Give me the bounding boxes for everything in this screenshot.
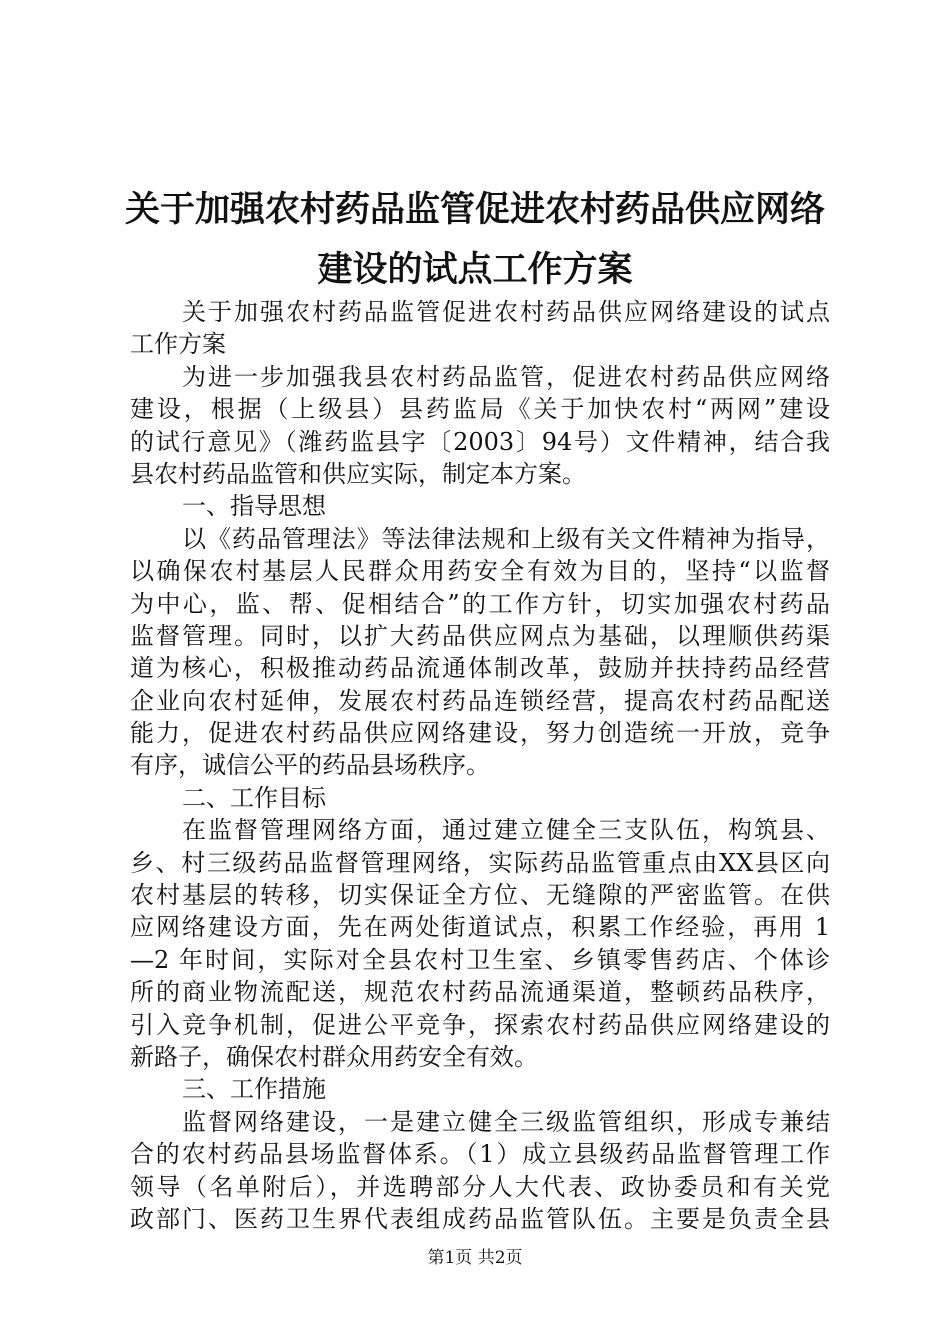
- body-text-line: 能力，促进农村药品供应网络建设，努力创造统一开放，竞争: [130, 719, 830, 748]
- body-text-line: 企业向农村延伸，发展农村药品连锁经营，提高农村药品配送: [130, 686, 830, 715]
- body-text-line: 合的农村药品县场监督体系。（1）成立县级药品监督管理工作: [130, 1140, 830, 1169]
- document-body: [130, 296, 830, 1235]
- body-text-line: 关于加强农村药品监管促进农村药品供应网络建设的试点: [182, 298, 830, 326]
- body-text-line: 新路子，确保农村群众用药安全有效。: [130, 1042, 538, 1071]
- body-text-line: 工作方案: [130, 330, 226, 359]
- body-text-line: 县农村药品监管和供应实际，制定本方案。: [130, 459, 586, 488]
- body-text-line: 为中心，监、帮、促相结合”的工作方针，切实加强农村药品: [130, 589, 830, 618]
- body-text-line: 农村基层的转移，切实保证全方位、无缝隙的严密监管。在供: [130, 881, 830, 910]
- body-text-line: 建设，根据（上级县）县药监局《关于加快农村“两网”建设: [130, 395, 830, 424]
- body-text-line: 一、指导思想: [182, 492, 326, 521]
- body-text-line: 在监督管理网络方面，通过建立健全三支队伍，构筑县、: [182, 816, 830, 845]
- body-text-line: 为进一步加强我县农村药品监管，促进农村药品供应网络: [182, 362, 830, 391]
- body-text-line: —2 年时间，实际对全县农村卫生室、乡镇零售药店、个体诊: [130, 945, 830, 974]
- body-text-line: 的试行意见》（潍药监县字〔2003〕94号）文件精神，结合我: [130, 427, 830, 456]
- page-footer: 第1页 共2页: [427, 1248, 523, 1268]
- body-text-line: 二、工作目标: [182, 783, 326, 812]
- body-text-line: 应网络建设方面，先在两处街道试点，积累工作经验，再用 1: [130, 913, 830, 942]
- body-text-line: 政部门、医药卫生界代表组成药品监管队伍。主要是负责全县: [130, 1204, 830, 1233]
- body-text-line: 有序，诚信公平的药品县场秩序。: [130, 751, 490, 780]
- body-text-line: 以《药品管理法》等法律法规和上级有关文件精神为指导，: [182, 524, 830, 553]
- body-text-line: 三、工作措施: [182, 1075, 326, 1104]
- body-text-line: 领导（名单附后），并选聘部分人大代表、政协委员和有关党: [130, 1172, 830, 1201]
- document-title-line-2: 建设的试点工作方案: [317, 250, 633, 290]
- body-text-line: 监督管理。同时，以扩大药品供应网点为基础，以理顺供药渠: [130, 621, 830, 650]
- body-text-line: 乡、村三级药品监督管理网络，实际药品监管重点由XX县区向: [130, 848, 830, 877]
- body-text-line: 监督网络建设，一是建立健全三级监管组织，形成专兼结: [182, 1107, 830, 1136]
- body-text-line: 道为核心，积极推动药品流通体制改革，鼓励并扶持药品经营: [130, 654, 830, 683]
- body-text-line: 以确保农村基层人民群众用药安全有效为目的，坚持“以监督: [130, 557, 830, 586]
- body-text-line: 所的商业物流配送，规范农村药品流通渠道，整顿药品秩序，: [130, 978, 830, 1007]
- body-text-line: 引入竞争机制，促进公平竞争，探索农村药品供应网络建设的: [130, 1010, 830, 1039]
- document-title-line-1: 关于加强农村药品监管促进农村药品供应网络: [124, 190, 825, 230]
